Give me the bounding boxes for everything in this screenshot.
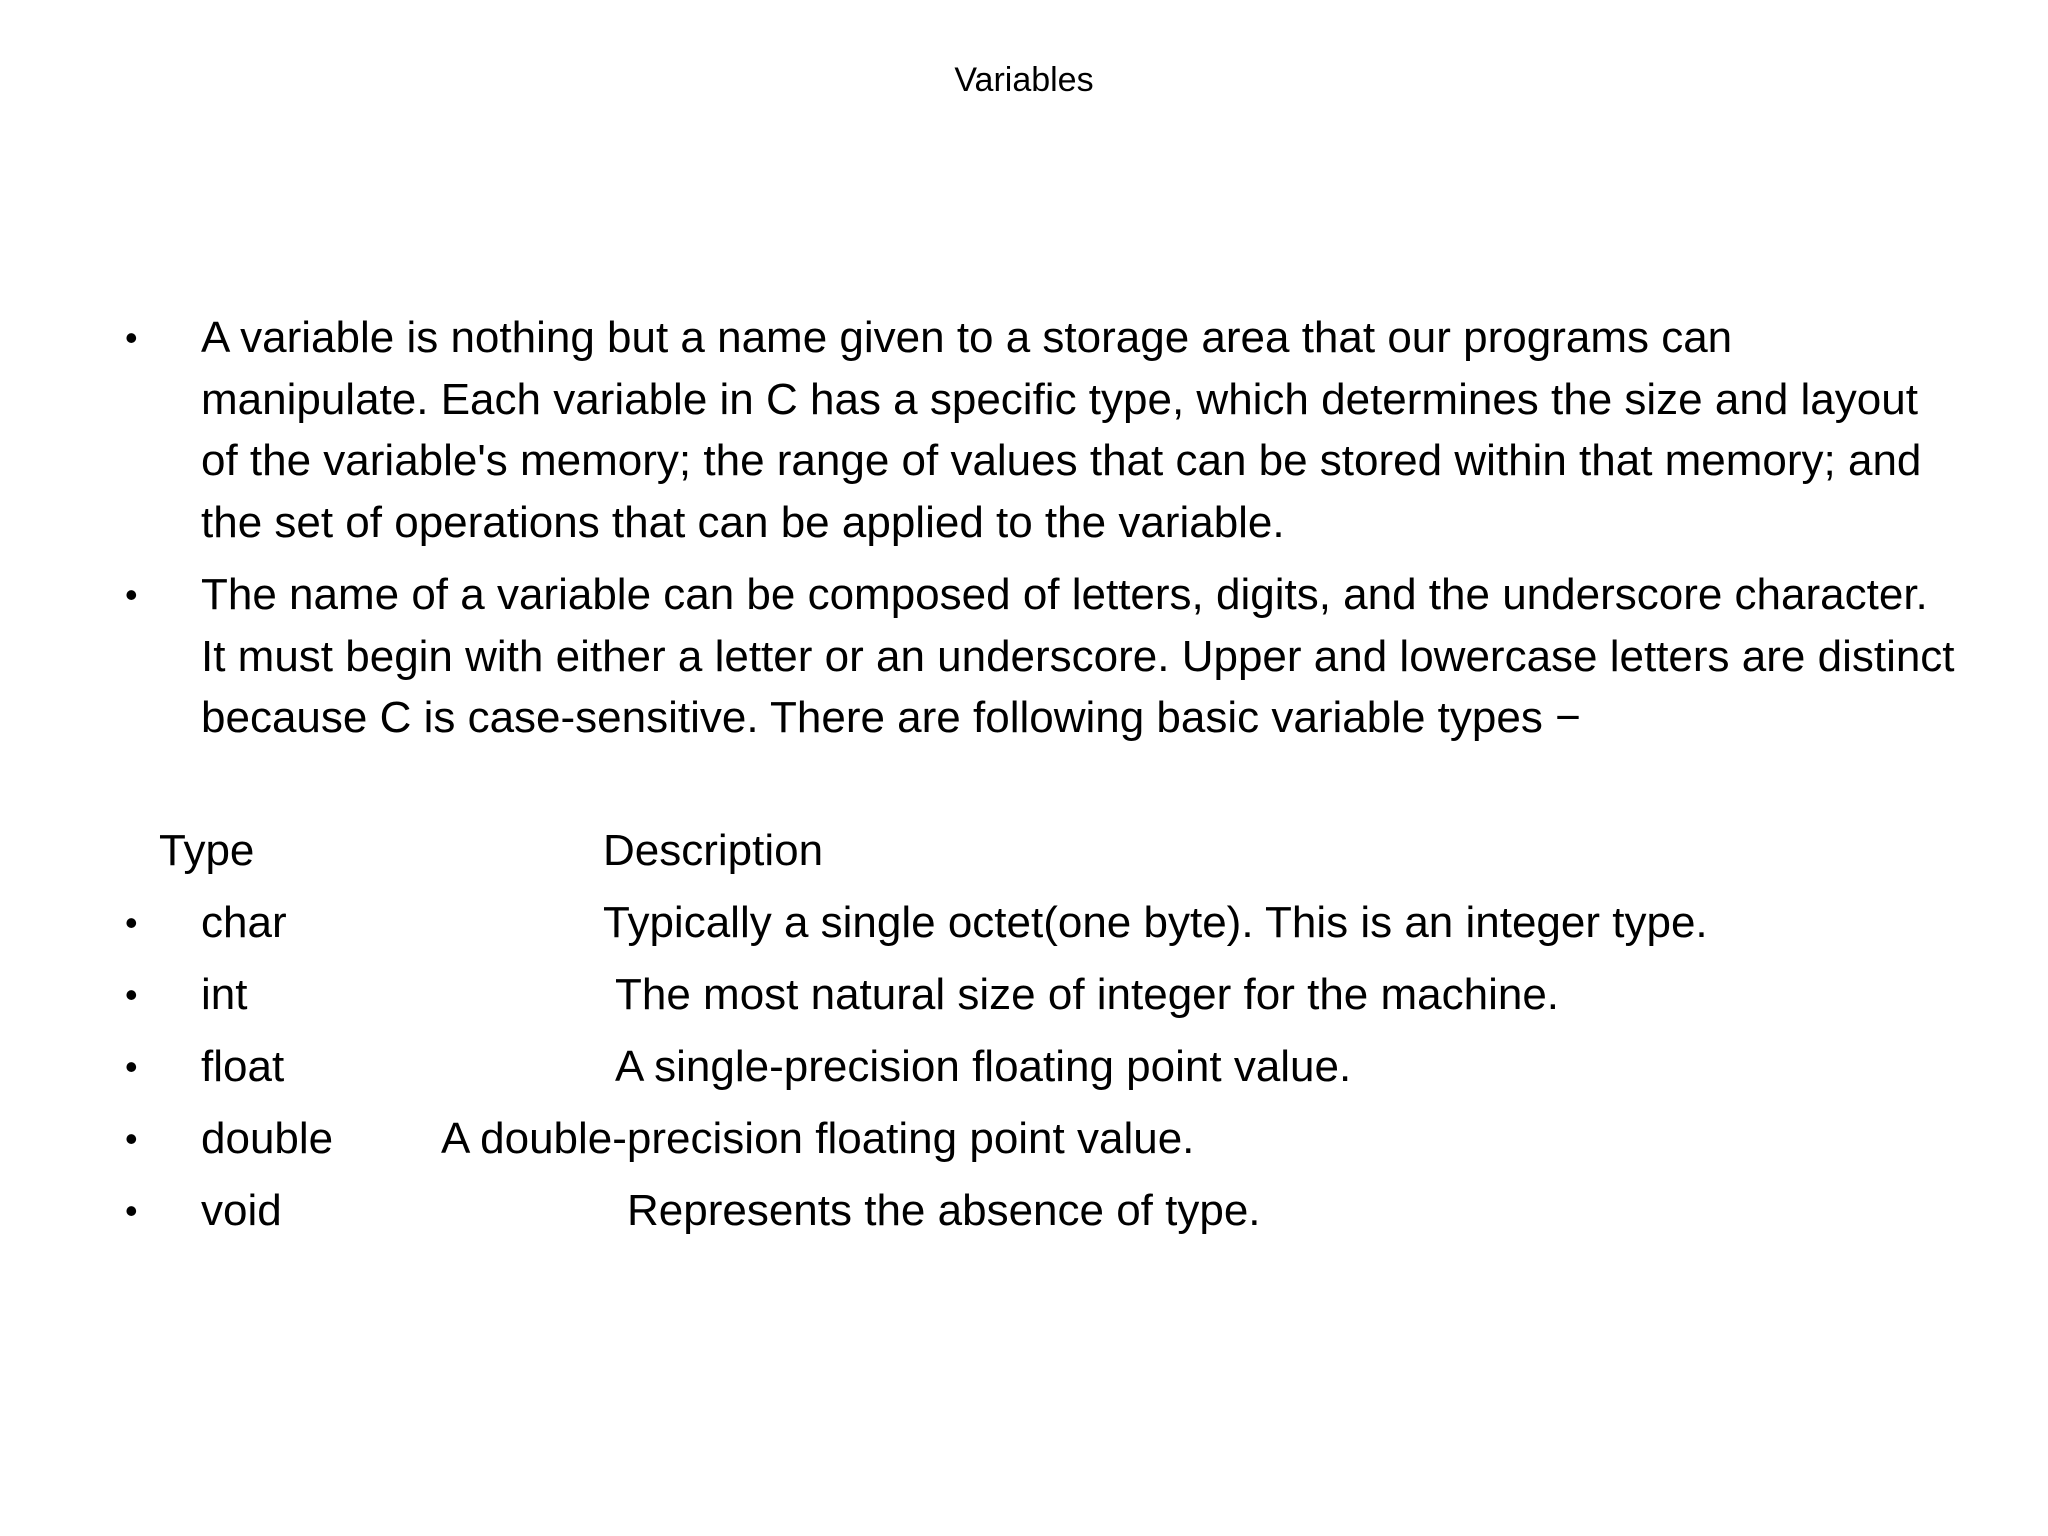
bullet-paragraph-variable-definition — [125, 307, 1955, 553]
paragraph-text: The name of a variable can be composed of letters, digits, and the underscore character. It must begin with either a letter or an underscore. Upper and lowercase letters are distinct because C is case-sensitive. There are following basic variable types − — [201, 570, 1955, 742]
type-cell: float — [201, 1042, 285, 1091]
bullet-icon: • — [125, 974, 138, 1015]
description-cell: Represents the absence of type. — [627, 1186, 1261, 1235]
bullet-icon: • — [125, 902, 138, 943]
description-cell: A single-precision floating point value. — [615, 1042, 1352, 1091]
type-cell: char — [201, 898, 287, 947]
bullet-icon: • — [125, 317, 138, 358]
slide-title: Variables — [954, 61, 1094, 99]
bullet-icon: • — [125, 1046, 138, 1087]
type-cell: double — [201, 1114, 334, 1163]
bullet-icon: • — [125, 1118, 138, 1159]
description-cell: The most natural size of integer for the machine. — [615, 970, 1560, 1019]
type-cell: void — [201, 1186, 282, 1235]
type-cell: int — [201, 970, 248, 1019]
bullet-icon: • — [125, 1190, 138, 1231]
paragraph-text: A variable is nothing but a name given to a storage area that our programs can manipulate. Each variable in C has a specific type, which determines the size and layout of the variable's memory; the range of values that can be stored within that memory; and the set of operations that can be applied to the variable. — [201, 313, 1922, 547]
column-header-description: Description — [603, 826, 824, 875]
description-cell: Typically a single octet(one byte). This is an integer type. — [603, 898, 1708, 947]
bullet-paragraph-variable-naming — [125, 564, 1955, 749]
description-cell: A double-precision floating point value. — [441, 1114, 1195, 1163]
bullet-icon: • — [125, 574, 138, 615]
column-header-type: Type — [159, 826, 255, 875]
